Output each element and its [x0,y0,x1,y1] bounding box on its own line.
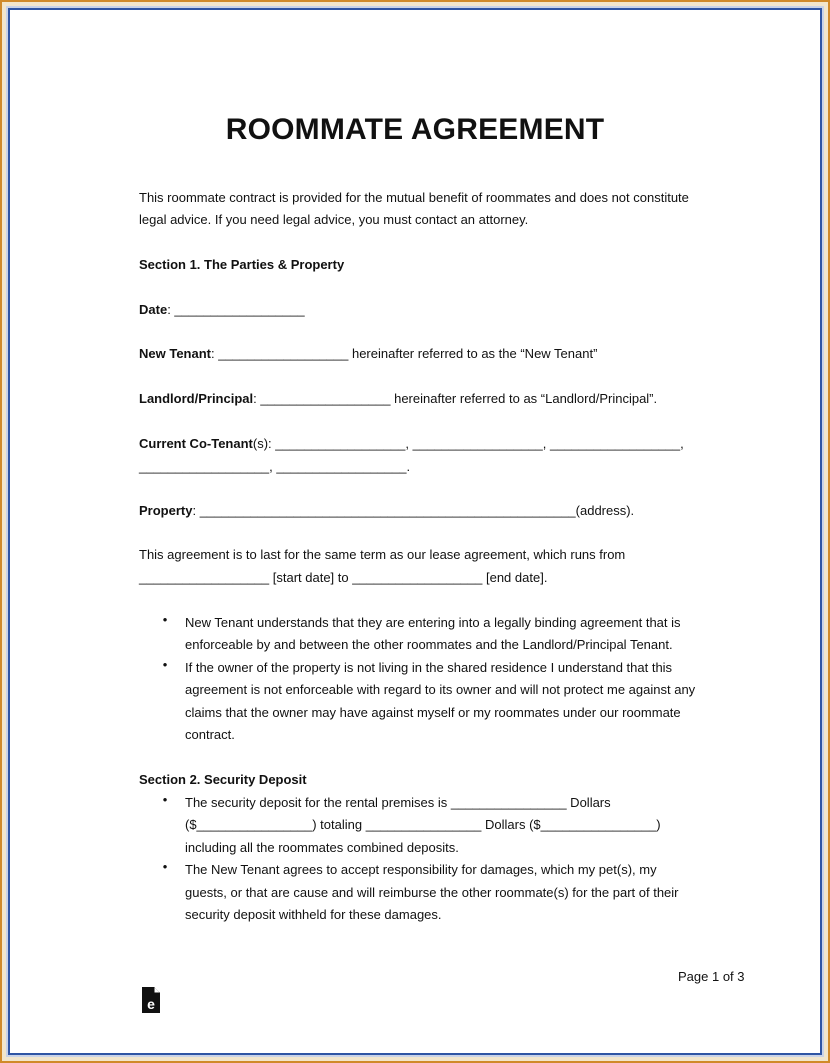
deposit-bullet-line-2: ($________________) totaling ________________ Dollars ($________________) [185,817,661,832]
bullet-1-line-1: New Tenant understands that they are entering into a legally binding agreement that is [185,615,681,630]
bullet-marker: • [162,859,168,874]
date-label: Date [139,302,168,317]
term-line-1: This agreement is to last for the same term as our lease agreement, which runs from [139,547,626,562]
property-field [139,500,634,523]
document-page [10,10,820,1053]
document-title: ROOMMATE AGREEMENT [225,113,605,146]
bullet-2-line-4: contract. [185,727,235,742]
term-line-2: __________________ [start date] to __________________ [end date]. [139,570,548,585]
new-tenant-blank: : __________________ hereinafter referred to as the “New Tenant” [211,346,598,361]
bullet-1-line-2: enforceable by and between the other roommates and the Landlord/Principal Tenant. [185,637,673,652]
date-blank: : __________________ [167,302,305,317]
co-tenant-field [139,433,684,456]
date-field [139,299,305,322]
bullet-marker: • [162,657,168,672]
section-1-heading: Section 1. The Parties & Property [139,257,345,272]
new-tenant-field [139,343,597,366]
intro-line-1: This roommate contract is provided for the mutual benefit of roommates and does not constitute [139,190,689,205]
page-border [8,8,822,1055]
property-blank: : ____________________________________________________(address). [192,503,635,518]
damages-bullet-line-3: security deposit withheld for these damages. [185,907,442,922]
deposit-bullet-line-3: including all the roommates combined deposits. [185,840,459,855]
bullet-marker: • [162,612,168,627]
damages-bullet-line-2: guests, or that are cause and will reimburse the other roommate(s) for the part of their [185,885,679,900]
section-2-heading: Section 2. Security Deposit [139,772,307,787]
bullet-2-line-3: claims that the owner may have against myself or my roommates under our roommate [185,705,681,720]
deposit-bullet-line-1: The security deposit for the rental premises is ________________ Dollars [185,795,611,810]
landlord-field [139,388,657,411]
new-tenant-label: New Tenant [139,346,211,361]
property-label: Property [139,503,193,518]
landlord-label: Landlord/Principal [139,391,254,406]
bullet-marker: • [162,792,168,807]
document-e-logo-icon [141,986,161,1014]
logo-letter: e [147,996,155,1012]
co-tenant-label: Current Co-Tenant [139,436,253,451]
page-number: Page 1 of 3 [678,969,745,984]
intro-line-2: legal advice. If you need legal advice, you must contact an attorney. [139,212,529,227]
damages-bullet-line-1: The New Tenant agrees to accept responsibility for damages, which my pet(s), my [185,862,657,877]
bullet-2-line-1: If the owner of the property is not living in the shared residence I understand that this [185,660,673,675]
co-tenant-blanks: (s): __________________, __________________, __________________, [252,436,684,451]
landlord-blank: : __________________ hereinafter referred to as “Landlord/Principal”. [253,391,658,406]
bullet-2-line-2: agreement is not enforceable with regard to its owner and will not protect me against any [185,682,696,697]
co-tenant-line-2: __________________, __________________. [139,459,411,474]
